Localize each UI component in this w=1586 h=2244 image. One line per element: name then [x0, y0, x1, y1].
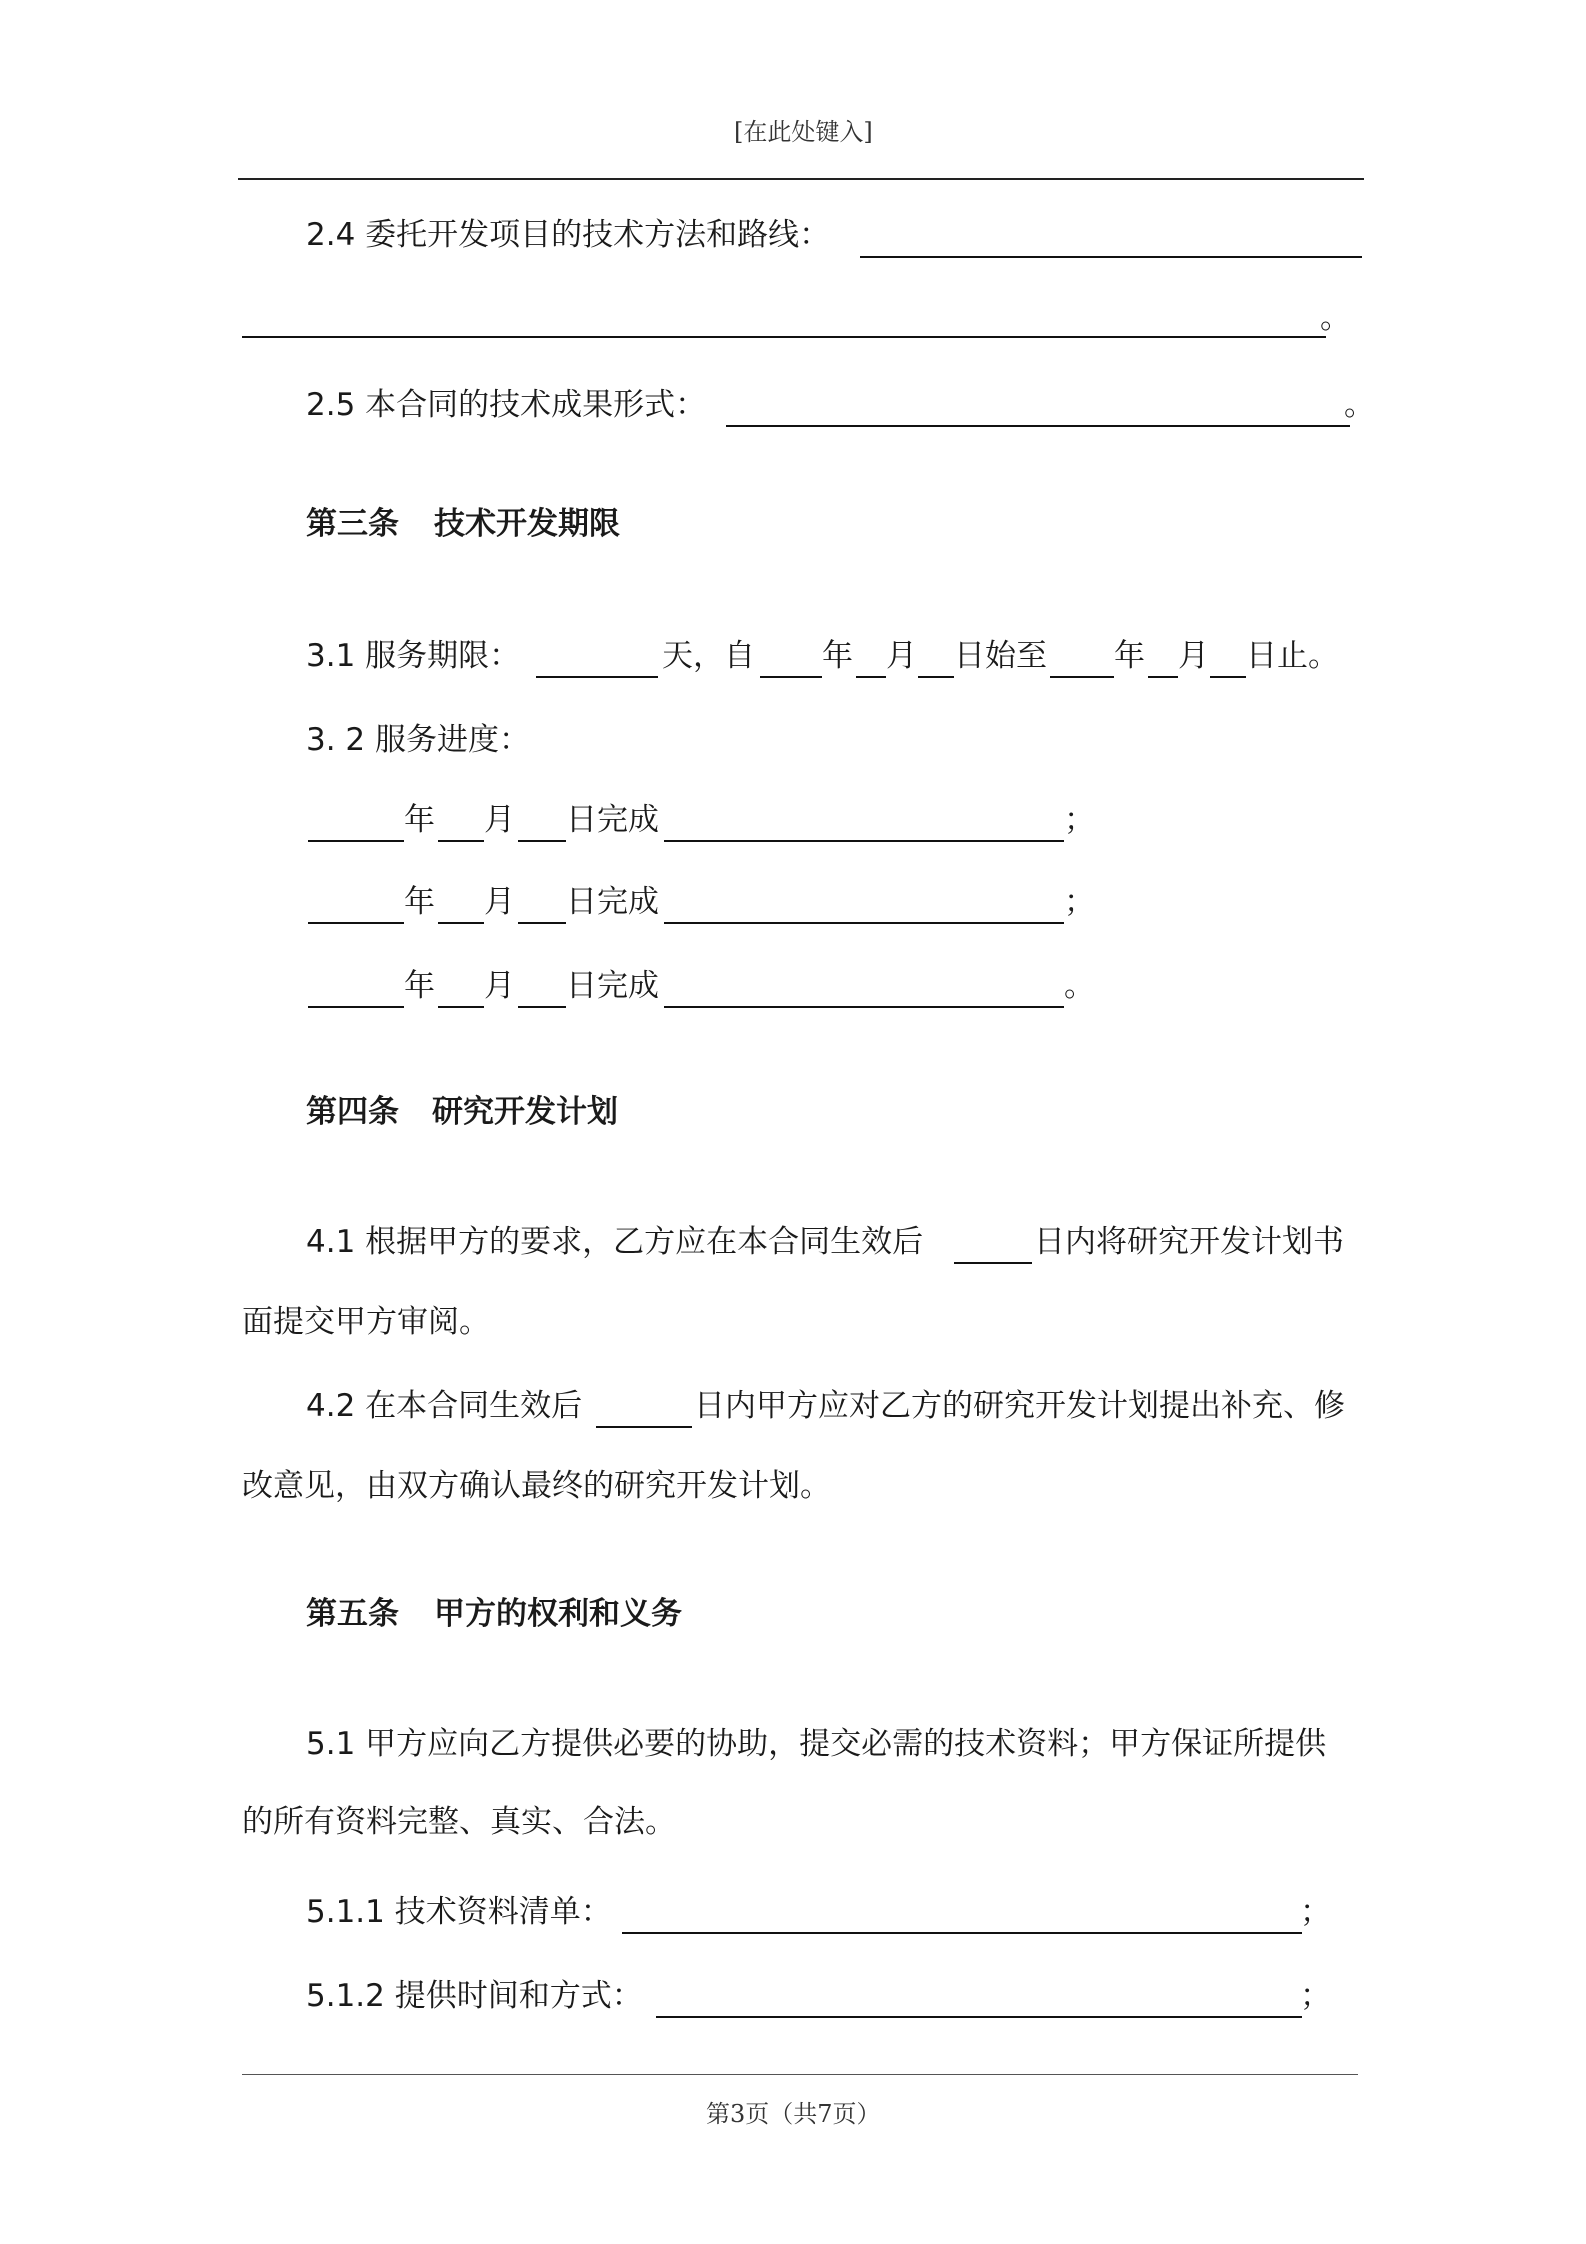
clause-3-1-year1: 年	[822, 638, 853, 674]
clause-2-4-blank	[860, 256, 1362, 258]
end-month-blank	[1148, 676, 1178, 678]
schedule-task-blank	[664, 840, 1064, 842]
clause-4-1-line2: 面提交甲方审阅。	[242, 1304, 490, 1340]
clause-5-1-1-blank	[622, 1932, 1302, 1934]
schedule-month: 月	[484, 884, 515, 920]
clause-4-1-line1b: 日内将研究开发计划书	[1034, 1224, 1344, 1260]
schedule-day: 日完成	[566, 802, 659, 838]
schedule-year: 年	[404, 968, 435, 1004]
article-4-title: 研究开发计划	[432, 1094, 618, 1130]
clause-3-1-end: 日止。	[1246, 638, 1339, 674]
service-days-blank	[536, 676, 658, 678]
clause-2-4: 2.4 委托开发项目的技术方法和路线：	[306, 217, 831, 253]
end-year-blank	[1050, 676, 1114, 678]
schedule-task-blank	[664, 1006, 1064, 1008]
schedule-year-blank	[308, 1006, 404, 1008]
clause-4-2-line1a: 4.2 在本合同生效后	[306, 1388, 583, 1424]
schedule-day-blank	[518, 922, 566, 924]
review-days-blank	[596, 1426, 692, 1428]
schedule-day: 日完成	[566, 968, 659, 1004]
clause-4-1-line1a: 4.1 根据甲方的要求，乙方应在本合同生效后	[306, 1224, 924, 1260]
schedule-end: ；	[1064, 884, 1095, 920]
clause-2-5-end: 。	[1344, 387, 1375, 423]
article-5-number: 第五条	[306, 1596, 399, 1632]
clause-5-1-2-blank	[656, 2016, 1302, 2018]
schedule-year-blank	[308, 922, 404, 924]
clause-3-1-start: 日始至	[954, 638, 1047, 674]
schedule-end: 。	[1064, 968, 1095, 1004]
schedule-end: ；	[1064, 802, 1095, 838]
article-4-number: 第四条	[306, 1094, 399, 1130]
header-rule	[238, 178, 1364, 180]
schedule-year: 年	[404, 884, 435, 920]
start-month-blank	[856, 676, 886, 678]
clause-2-5: 2.5 本合同的技术成果形式：	[306, 387, 707, 423]
footer-rule	[242, 2074, 1358, 2075]
schedule-month-blank	[438, 1006, 484, 1008]
article-5-title: 甲方的权利和义务	[434, 1596, 682, 1632]
schedule-month: 月	[484, 968, 515, 1004]
schedule-day: 日完成	[566, 884, 659, 920]
article-3-title: 技术开发期限	[434, 506, 620, 542]
page-footer: 第3页（共7页）	[706, 2100, 881, 2128]
clause-5-1-2: 5.1.2 提供时间和方式：	[306, 1978, 643, 2014]
page-header: [在此处键入]	[734, 118, 873, 146]
clause-5-1-2-end: ；	[1300, 1978, 1331, 2014]
article-3-number: 第三条	[306, 506, 399, 542]
schedule-task-blank	[664, 922, 1064, 924]
clause-4-2-line2: 改意见，由双方确认最终的研究开发计划。	[242, 1468, 831, 1504]
clause-4-2-line1b: 日内甲方应对乙方的研究开发计划提出补充、修	[694, 1388, 1345, 1424]
schedule-year: 年	[404, 802, 435, 838]
clause-3-1-days: 天，自	[662, 638, 755, 674]
clause-3-2-label: 3. 2 服务进度：	[306, 722, 531, 758]
clause-3-1-month1: 月	[886, 638, 917, 674]
schedule-year-blank	[308, 840, 404, 842]
clause-5-1-line1: 5.1 甲方应向乙方提供必要的协助，提交必需的技术资料；甲方保证所提供	[306, 1726, 1327, 1762]
schedule-month: 月	[484, 802, 515, 838]
clause-3-1-year2: 年	[1114, 638, 1145, 674]
start-year-blank	[760, 676, 822, 678]
clause-5-1-1: 5.1.1 技术资料清单：	[306, 1894, 612, 1930]
clause-2-4-end: 。	[1320, 300, 1351, 336]
clause-5-1-1-end: ；	[1300, 1894, 1331, 1930]
schedule-day-blank	[518, 1006, 566, 1008]
schedule-month-blank	[438, 840, 484, 842]
start-day-blank	[918, 676, 954, 678]
end-day-blank	[1210, 676, 1246, 678]
schedule-day-blank	[518, 840, 566, 842]
schedule-month-blank	[438, 922, 484, 924]
clause-5-1-line2: 的所有资料完整、真实、合法。	[242, 1804, 676, 1840]
plan-days-blank	[954, 1262, 1032, 1264]
clause-2-5-blank	[726, 425, 1350, 427]
clause-2-4-blank-line2	[242, 336, 1326, 338]
clause-3-1-label: 3.1 服务期限：	[306, 638, 521, 674]
clause-3-1-month2: 月	[1178, 638, 1209, 674]
